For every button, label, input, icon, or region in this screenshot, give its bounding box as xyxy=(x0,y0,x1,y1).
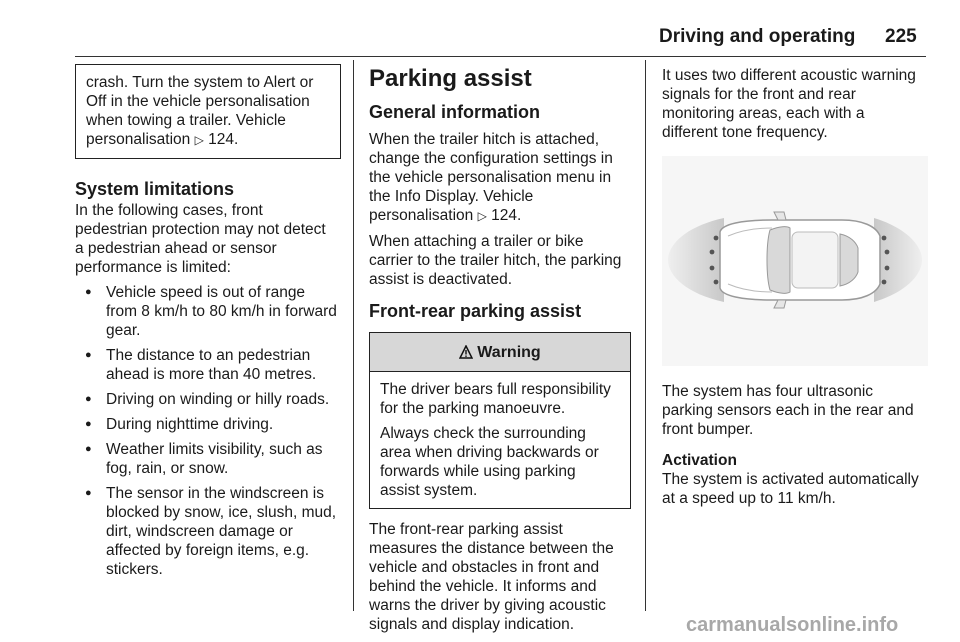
list-item: ● Driving on winding or hilly roads. xyxy=(75,390,341,409)
warning-title: Warning xyxy=(477,343,541,361)
watermark: carmanualsonline.info xyxy=(686,614,899,636)
warning-text-1: The driver bears full responsibility for the parking manoeuvre. xyxy=(380,381,611,417)
page-number: 225 xyxy=(885,26,917,47)
activation-paragraph: The system is activated automatically at a speed up to 11 km/h. xyxy=(662,471,919,507)
column-1 xyxy=(75,64,341,579)
car-top-view-image xyxy=(662,156,928,366)
list-item: ● During nighttime driving. xyxy=(75,415,341,434)
subtitle: General information xyxy=(369,102,541,122)
list-item: ● Weather limits visibility, such as fog, rain, or snow. xyxy=(75,440,341,478)
list-item: ● The distance to an pedestrian ahead is more than 40 metres. xyxy=(75,346,341,384)
column-divider-2 xyxy=(645,60,646,611)
page-title: Parking assist xyxy=(369,65,532,92)
trailer-paragraph: When attaching a trailer or bike carrier to the trailer hitch, the parking assist is deactivated. xyxy=(369,233,622,288)
list-item: ● Vehicle speed is out of range from 8 km/h to 80 km/h in forward gear. xyxy=(75,283,341,340)
warning-text-2: Always check the surrounding area when driving backwards or forwards while using parking assist system. xyxy=(380,425,599,499)
warning-header xyxy=(370,333,630,372)
section-heading: Front-rear parking assist xyxy=(369,301,582,321)
header-rule xyxy=(75,56,926,57)
limitations-intro: In the following cases, front pedestrian protection may not detect a pedestrian ahead or sensor performance is limited: xyxy=(75,202,326,276)
sensors-paragraph: The system has four ultrasonic parking sensors each in the rear and front bumper. xyxy=(662,383,914,438)
warning-triangle-icon xyxy=(459,345,473,359)
xref-arrow-icon: ▷ xyxy=(194,133,204,147)
description-paragraph: The front-rear parking assist measures the distance between the vehicle and obstacles in front and behind the vehicle. It informs and warns the driver by giving acoustic signals and display indication. xyxy=(369,521,614,633)
general-info-paragraph: When the trailer hitch is attached, change the configuration settings in the vehicle personalisation menu in the Info Display. Vehicle personalisation ▷ 124. xyxy=(369,131,613,224)
limitations-heading: System limitations xyxy=(75,179,235,199)
activation-heading: Activation xyxy=(662,452,737,469)
continued-note-box xyxy=(75,64,341,159)
list-item: ● The sensor in the windscreen is blocked by snow, ice, slush, mud, dirt, windscreen damage or affected by foreign items, e.g. stickers. xyxy=(75,484,341,579)
xref-arrow-icon: ▷ xyxy=(477,209,487,223)
parking-sensor-illustration xyxy=(662,156,928,366)
acoustic-paragraph: It uses two different acoustic warning signals for the front and rear monitoring areas, each with a different tone frequency. xyxy=(662,67,916,141)
limitations-list xyxy=(75,283,341,579)
warning-box xyxy=(369,332,631,509)
section-title: Driving and operating xyxy=(659,26,856,47)
column-2 xyxy=(369,64,631,634)
box-text: crash. Turn the system to Alert or Off in the vehicle personalisation when towing a trailer. Vehicle personalisation ▷ 124. xyxy=(86,74,314,148)
column-divider-1 xyxy=(353,60,354,611)
column-3 xyxy=(662,66,932,508)
